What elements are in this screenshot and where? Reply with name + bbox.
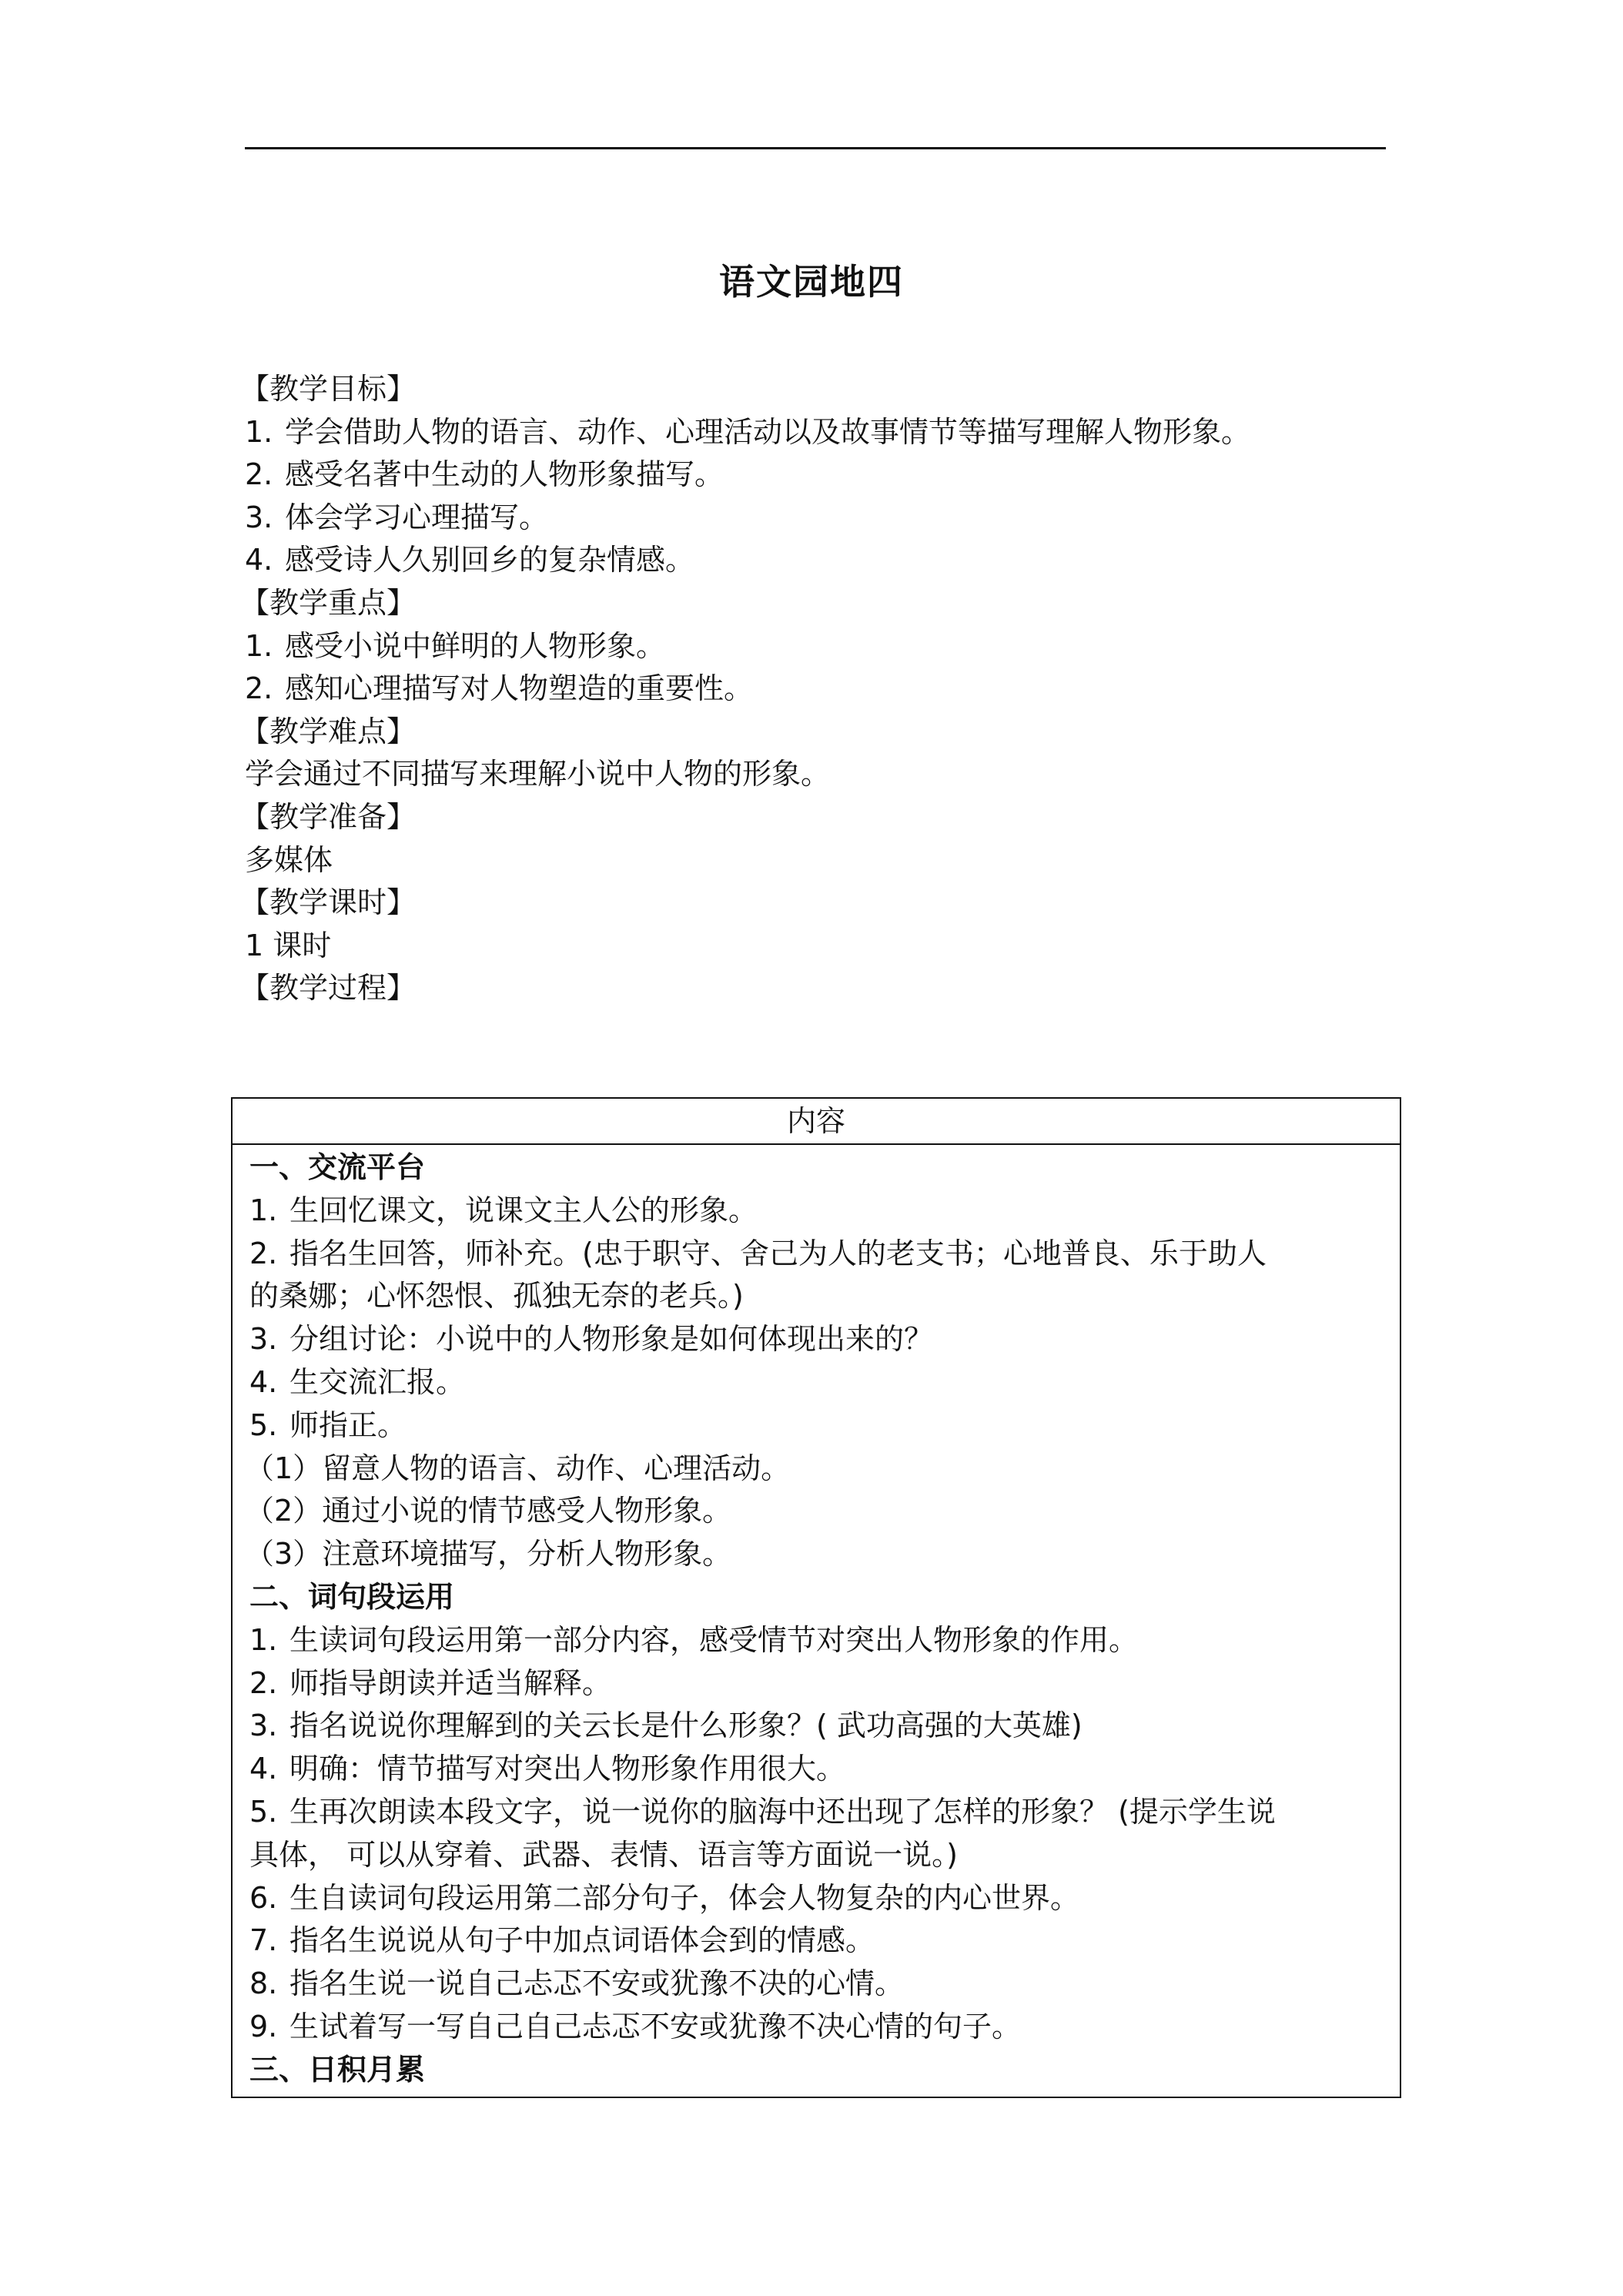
section-heading: 【教学目标】 — [240, 372, 417, 406]
process-section-heading: 二、词句段运用 — [249, 1579, 455, 1614]
document-title: 语文园地四 — [719, 261, 904, 303]
item-number: 1. — [245, 628, 273, 663]
item-number: 5. — [249, 1407, 278, 1442]
item-text: 分组讨论：小说中的人物形象是如何体现出来的？ — [289, 1322, 934, 1357]
item-text: 生交流汇报。 — [289, 1364, 466, 1399]
item-number: 2. — [249, 1665, 278, 1700]
process-list-item — [249, 1404, 1384, 1448]
process-list-item — [249, 1919, 1384, 1963]
table-header: 内容 — [233, 1099, 1400, 1145]
item-text: 指名生说一说自己忐忑不安或犹豫不决的心情。 — [289, 1966, 905, 2001]
item-number: 8. — [249, 1966, 278, 2001]
process-section-heading: 一、交流平台 — [249, 1150, 426, 1184]
item-number: 5. — [249, 1794, 278, 1829]
process-list-item — [249, 1791, 1384, 1834]
process-list-item — [249, 1748, 1384, 1791]
item-text: 感受诗人久别回乡的复杂情感。 — [285, 543, 695, 577]
process-section-heading: 三、日积月累 — [249, 2052, 426, 2087]
process-text-line: 具体， 可以从穿着、武器、表情、语言等方面说一说。) — [249, 1837, 958, 1872]
meta-text-line: 多媒体 — [245, 842, 333, 877]
item-text: 生读词句段运用第一部分内容，感受情节对突出人物形象的作用。 — [289, 1622, 1139, 1657]
item-text: 生回忆课文，说课文主人公的形象。 — [289, 1193, 758, 1227]
process-text-line: （3）注意环境描写，分析人物形象。 — [245, 1537, 732, 1571]
meta-list-item — [245, 454, 1400, 497]
item-text: 生自读词句段运用第二部分句子，体会人物复杂的内心世界。 — [289, 1880, 1080, 1915]
item-number: 4. — [249, 1752, 278, 1786]
item-number: 6. — [249, 1880, 278, 1915]
section-heading: 【教学课时】 — [240, 885, 417, 920]
item-number: 9. — [249, 2009, 278, 2043]
section-heading: 【教学准备】 — [240, 799, 417, 834]
process-text-line: 的桑娜；心怀怨恨、孤独无奈的老兵。) — [249, 1279, 744, 1314]
item-text: 师指导朗读并适当解释。 — [289, 1665, 612, 1700]
section-heading: 【教学重点】 — [240, 585, 417, 620]
section-heading: 【教学难点】 — [240, 714, 417, 748]
item-text: 生试着写一写自己自己忐忑不安或犹豫不决心情的句子。 — [289, 2009, 1022, 2043]
item-text: 指名说说你理解到的关云长是什么形象？( 武功高强的大英雄) — [289, 1709, 1083, 1743]
process-text-line: （1）留意人物的语言、动作、心理活动。 — [245, 1451, 791, 1485]
item-number: 3. — [249, 1322, 278, 1357]
item-number: 3. — [249, 1709, 278, 1743]
item-number: 1. — [245, 414, 273, 449]
lesson-meta — [240, 368, 1400, 1010]
item-text: 生再次朗读本段文字，说一说你的脑海中还出现了怎样的形象？ (提示学生说 — [289, 1794, 1276, 1829]
meta-text-line: 1 课时 — [245, 928, 332, 962]
meta-list-item — [245, 539, 1400, 582]
header-rule — [245, 147, 1386, 149]
process-list-item — [249, 1190, 1384, 1233]
process-text-line: （2）通过小说的情节感受人物形象。 — [245, 1494, 732, 1528]
item-number: 7. — [249, 1923, 278, 1958]
item-text: 学会借助人物的语言、动作、心理活动以及故事情节等描写理解人物形象。 — [285, 414, 1251, 449]
item-text: 指名生回答，师补充。(忠于职守、舍己为人的老支书；心地普良、乐于助人 — [289, 1236, 1267, 1270]
table-content-cell — [233, 1145, 1400, 2097]
process-list-item — [249, 1233, 1384, 1276]
process-list-item — [249, 2006, 1384, 2049]
process-list-item — [249, 1963, 1384, 2006]
item-number: 1. — [249, 1193, 278, 1227]
process-list-item — [249, 1877, 1384, 1920]
item-text: 感受小说中鲜明的人物形象。 — [285, 628, 666, 663]
process-list-item — [249, 1619, 1384, 1662]
process-list-item — [249, 1318, 1384, 1361]
item-text: 感知心理描写对人物塑造的重要性。 — [285, 671, 754, 706]
item-number: 4. — [245, 543, 273, 577]
process-list-item — [249, 1662, 1384, 1705]
meta-list-item — [245, 497, 1400, 540]
section-heading: 【教学过程】 — [240, 971, 417, 1006]
item-number: 1. — [249, 1622, 278, 1657]
process-list-item — [249, 1361, 1384, 1404]
meta-list-item — [245, 625, 1400, 668]
meta-list-item — [245, 668, 1400, 711]
item-number: 2. — [245, 671, 273, 706]
item-number: 2. — [245, 457, 273, 492]
item-text: 感受名著中生动的人物形象描写。 — [285, 457, 724, 492]
item-number: 3. — [245, 500, 273, 534]
meta-text-line: 学会通过不同描写来理解小说中人物的形象。 — [245, 757, 831, 792]
meta-list-item — [245, 411, 1400, 454]
teaching-process-table — [231, 1097, 1401, 2098]
item-text: 指名生说说从句子中加点词语体会到的情感。 — [289, 1923, 875, 1958]
item-text: 师指正。 — [289, 1407, 407, 1442]
process-list-item — [249, 1705, 1384, 1748]
item-number: 2. — [249, 1236, 278, 1270]
item-text: 体会学习心理描写。 — [285, 500, 549, 534]
item-text: 明确：情节描写对突出人物形象作用很大。 — [289, 1752, 846, 1786]
item-number: 4. — [249, 1364, 278, 1399]
